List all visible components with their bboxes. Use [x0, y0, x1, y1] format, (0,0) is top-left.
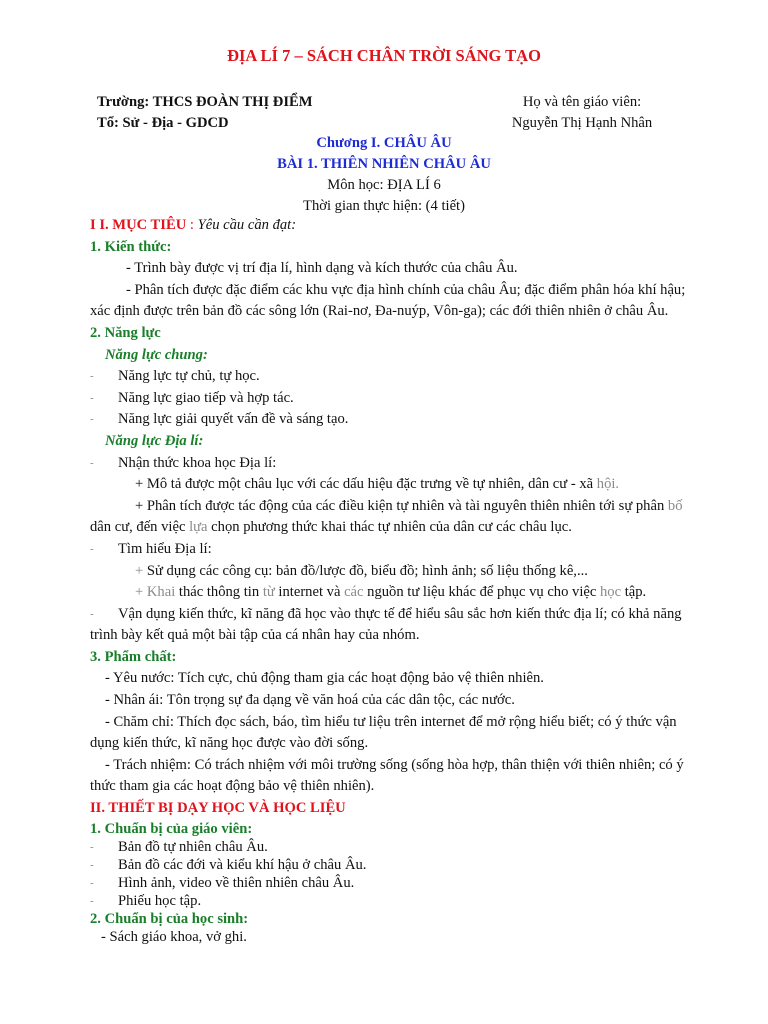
- subject-line: Môn học: ĐỊA LÍ 6: [327, 177, 441, 193]
- text-run: +: [135, 562, 144, 579]
- text-run: bố: [667, 497, 683, 514]
- teacher-prep-heading: 1. Chuẩn bị của giáo viên:: [90, 820, 253, 837]
- geo-awareness: - Nhận thức khoa học Địa lí:: [90, 453, 715, 475]
- geo-awareness-item: [90, 474, 715, 496]
- lesson-title: BÀI 1. THIÊN NHIÊN CHÂU ÂU: [277, 156, 491, 172]
- text-run: internet và: [274, 584, 345, 601]
- text-run: chọn phương thức khai thác tự nhiên của dân cư các châu lục.: [207, 519, 572, 536]
- general-competence-heading: Năng lực chung:: [105, 346, 208, 363]
- knowledge-item: - Trình bày được vị trí địa lí, hình dạng và kích thước của châu Âu.: [126, 260, 518, 277]
- general-competence-item: - Năng lực giao tiếp và hợp tác.: [90, 388, 715, 410]
- geo-explore: - Tìm hiểu Địa lí:: [90, 539, 715, 561]
- geo-explore-item: [90, 582, 715, 604]
- section-1-separator: :: [186, 217, 198, 233]
- text-run: từ: [262, 584, 275, 601]
- text-run: + Khai: [135, 584, 176, 601]
- text-run: học: [600, 584, 622, 601]
- document-title: ĐỊA LÍ 7 – SÁCH CHÂN TRỜI SÁNG TẠO: [227, 46, 541, 65]
- teacher-label: Họ và tên giáo viên:: [522, 94, 642, 110]
- general-competence-item: - Năng lực giải quyết vấn đề và sáng tạo.: [90, 409, 715, 431]
- lesson-header: [0, 133, 768, 217]
- competence-heading: 2. Năng lực: [90, 324, 161, 341]
- quality-heading: 3. Phẩm chất:: [90, 648, 177, 665]
- text-run: hội.: [596, 476, 620, 493]
- duration-line: Thời gian thực hiện: (4 tiết): [303, 198, 465, 214]
- teacher-prep-item: - Hình ảnh, video về thiên nhiên châu Âu.: [90, 874, 715, 892]
- text-run: lựa: [189, 519, 208, 536]
- section-2-heading: II. THIẾT BỊ DẠY HỌC VÀ HỌC LIỆU: [90, 800, 346, 817]
- section-1-note: Yêu cầu cần đạt:: [197, 217, 297, 233]
- quality-item-continued: thức tham gia các hoạt động bảo vệ thiên nhiên).: [90, 778, 375, 795]
- teacher-prep-item: - Bản đồ tự nhiên châu Âu.: [90, 838, 715, 856]
- text-run: + Phân tích được tác động của các điều kiện tự nhiên và tài nguyên thiên nhiên tới sự phân: [135, 497, 668, 514]
- quality-item: - Nhân ái: Tôn trọng sự đa dạng về văn hoá của các dân tộc, các nước.: [105, 692, 515, 709]
- text-run: thác thông tin: [175, 584, 263, 601]
- text-run: các: [344, 584, 364, 601]
- knowledge-item: xác định được trên bản đồ các sông lớn (Rai-nơ, Đa-nuýp, Vôn-ga); các đới thiên nhiên ở châu Âu.: [90, 303, 669, 320]
- header-info: [97, 92, 677, 134]
- department-name: Tổ: Sử - Địa - GDCD: [97, 115, 229, 131]
- chapter-title: Chương I. CHÂU ÂU: [316, 135, 452, 151]
- text-run: tập.: [621, 584, 647, 601]
- student-prep-item: - Sách giáo khoa, vở ghi.: [101, 928, 247, 945]
- school-name: Trường: THCS ĐOÀN THỊ ĐIỂM: [97, 94, 313, 110]
- text-run: Sử dụng các công cụ: bản đồ/lược đồ, biểu đồ; hình ảnh; số liệu thống kê,...: [143, 562, 588, 579]
- student-prep-heading: 2. Chuẩn bị của học sinh:: [90, 910, 249, 927]
- geo-awareness-item-continued: [90, 517, 715, 539]
- quality-item: - Yêu nước: Tích cực, chủ động tham gia các hoạt động bảo vệ thiên nhiên.: [105, 670, 544, 687]
- geo-explore-item: [90, 561, 715, 583]
- teacher-prep-item: - Bản đồ các đới và kiểu khí hậu ở châu Âu.: [90, 856, 715, 874]
- section-1-heading: I I. MỤC TIÊU: [90, 217, 187, 233]
- quality-item: - Trách nhiệm: Có trách nhiệm với môi trường sống (sống hòa hợp, thân thiện với thiên nhiên; có ý: [105, 756, 684, 773]
- quality-item-continued: dụng kiến thức, kĩ năng học được vào đời sống.: [90, 735, 369, 752]
- document-body: [90, 215, 715, 946]
- knowledge-item: - Phân tích được đặc điểm các khu vực địa hình chính của châu Âu; đặc điểm phân hóa khí hậu;: [126, 281, 686, 298]
- text-run: + Mô tả được một châu lục với các dấu hiệu đặc trưng về tự nhiên, dân cư - xã: [135, 476, 597, 493]
- quality-item: - Chăm chỉ: Thích đọc sách, báo, tìm hiểu tư liệu trên internet để mở rộng hiểu biết; có ý thức vận: [105, 713, 677, 730]
- knowledge-heading: 1. Kiến thức:: [90, 238, 172, 255]
- teacher-prep-item: - Phiếu học tập.: [90, 892, 715, 910]
- geo-apply: - Vận dụng kiến thức, kĩ năng đã học vào thực tế để hiểu sâu sắc hơn kiến thức địa lí; có khả năng: [90, 604, 715, 626]
- text-run: dân cư, đến việc: [90, 519, 190, 536]
- geo-awareness-item: [90, 496, 715, 518]
- general-competence-item: - Năng lực tự chủ, tự học.: [90, 366, 715, 388]
- teacher-name: Nguyễn Thị Hạnh Nhân: [511, 115, 653, 131]
- text-run: nguồn tư liệu khác để phục vụ cho việc: [363, 584, 600, 601]
- geo-apply-continued: trình bày kết quả một bài tập của cá nhân hay của nhóm.: [90, 627, 420, 644]
- geo-competence-heading: Năng lực Địa lí:: [105, 432, 204, 449]
